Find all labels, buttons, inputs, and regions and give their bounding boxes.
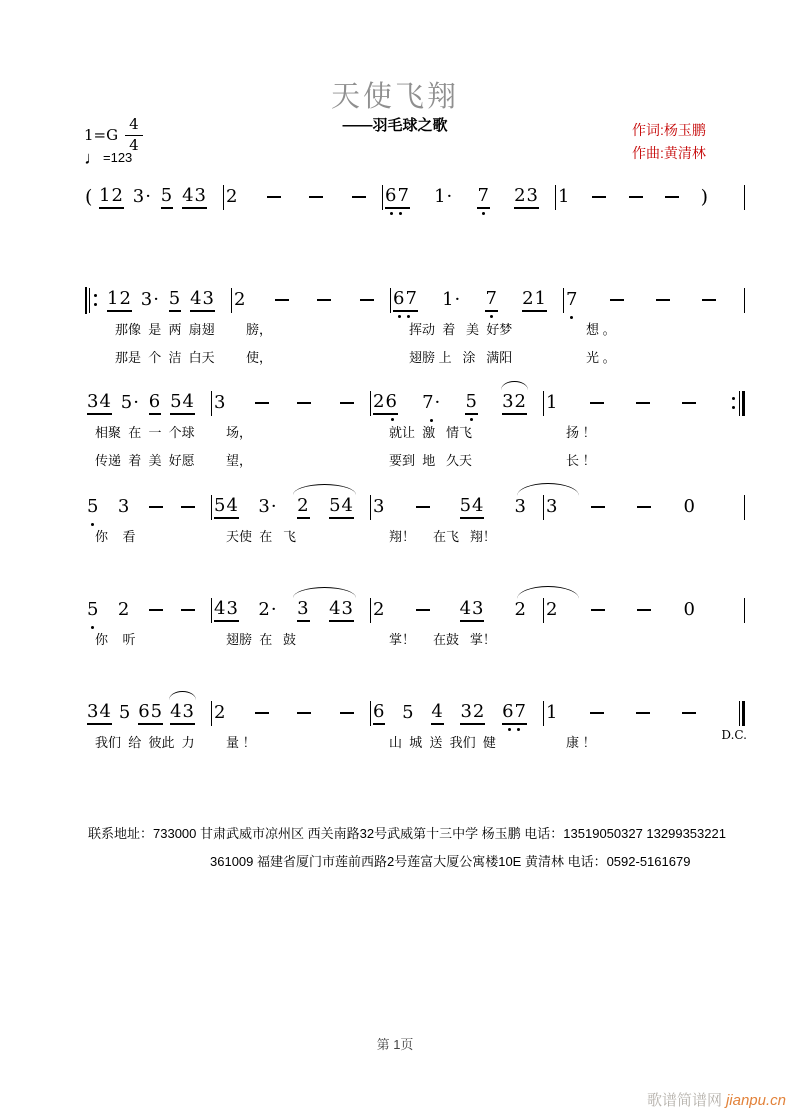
barline	[231, 288, 232, 313]
note: 67	[385, 185, 410, 209]
note: 1·	[442, 289, 462, 310]
duration-dash	[309, 196, 323, 198]
duration-dash	[636, 712, 650, 714]
barline	[223, 185, 224, 210]
lyric-text: 膀，	[246, 322, 273, 337]
lyric-text: 光 。	[586, 350, 616, 365]
barline	[370, 598, 371, 623]
barline	[211, 701, 212, 726]
measure	[212, 696, 370, 730]
barline	[223, 185, 224, 210]
barline	[543, 701, 544, 726]
duration-dash	[591, 506, 605, 508]
lyric-text	[556, 526, 729, 545]
note: 12	[99, 185, 124, 209]
note: 3	[546, 496, 559, 517]
repeat-dot	[94, 303, 97, 306]
note: 54	[329, 495, 354, 519]
barline	[211, 495, 212, 520]
duration-dash	[340, 402, 354, 404]
duration-dash	[255, 712, 269, 714]
measure	[232, 283, 390, 317]
note: 54	[460, 495, 485, 519]
duration-dash	[416, 609, 430, 611]
lyric-text: 场，	[226, 425, 253, 440]
barline	[211, 598, 212, 623]
measure	[556, 180, 724, 214]
bar-thick	[85, 287, 87, 314]
lyric-text: 量 ！	[226, 735, 256, 750]
time-signature-bottom: 4	[129, 135, 139, 154]
lyric-row	[85, 450, 745, 469]
duration-dash	[665, 196, 679, 198]
note: 2	[117, 599, 131, 620]
barline	[211, 391, 212, 416]
barline	[390, 288, 391, 313]
lyric-row	[85, 347, 745, 366]
lyric-text: 你 看	[95, 529, 136, 544]
lyric-text	[556, 629, 729, 648]
note: 5	[465, 391, 477, 415]
page-subtitle: ——羽毛球之歌	[342, 117, 448, 134]
lyric-text: 长 ！	[566, 453, 596, 468]
notation-line	[85, 386, 745, 420]
lyric-text: 天使 在 飞	[226, 529, 297, 544]
repeat-dots	[732, 397, 735, 409]
note: 32	[502, 391, 527, 415]
lyric-text: 你 听	[95, 632, 136, 647]
barline	[370, 598, 371, 623]
note: 3	[373, 496, 386, 517]
note: 21	[522, 288, 547, 312]
note: 2	[546, 599, 559, 620]
note: 32	[460, 701, 485, 725]
lyric-text: 要到 地 久天	[389, 453, 473, 468]
measure	[85, 593, 211, 627]
lyric-indent	[85, 347, 105, 366]
dc-mark: D.C.	[721, 727, 747, 742]
note: 6	[149, 391, 161, 415]
bar-thin	[89, 288, 90, 313]
watermark	[647, 1089, 786, 1110]
measure	[371, 490, 543, 524]
duration-dash	[656, 299, 670, 301]
barline	[382, 185, 383, 210]
note: 54	[170, 391, 195, 415]
note: 5	[87, 599, 100, 620]
barline	[744, 288, 745, 313]
note: 5	[87, 496, 100, 517]
note: 1	[546, 392, 559, 413]
note: 0	[683, 599, 696, 620]
note: 2	[234, 289, 247, 310]
lyric-text: 翅膀 在 鼓	[226, 632, 297, 647]
lyric-text: 那是 个 洁 白天	[115, 350, 215, 365]
note: 43	[182, 185, 207, 209]
note: 7	[485, 288, 497, 312]
key-label: 1=G	[84, 126, 119, 144]
lyric-row	[85, 319, 745, 338]
measure	[97, 180, 223, 214]
barline	[744, 288, 745, 313]
barline	[543, 391, 544, 416]
note: 2·	[258, 599, 278, 620]
note: 3·	[140, 289, 160, 310]
note: 2	[214, 702, 227, 723]
note: 43	[329, 598, 354, 622]
barline	[543, 391, 544, 416]
notation-line	[85, 490, 745, 524]
note: 3	[297, 598, 309, 622]
note: 23	[514, 185, 539, 209]
barline	[370, 391, 371, 416]
measure	[212, 593, 370, 627]
note: 0	[683, 496, 696, 517]
measure	[544, 386, 712, 420]
barline	[211, 391, 212, 416]
page-title: 天使飞翔	[330, 81, 459, 113]
note: 43	[190, 288, 215, 312]
lyricist-credit: 作词:杨玉鹏	[632, 122, 706, 138]
barline	[370, 391, 371, 416]
duration-dash	[610, 299, 624, 301]
note: 3·	[132, 186, 152, 207]
duration-dash	[149, 506, 163, 508]
barline	[744, 598, 745, 623]
barline	[744, 495, 745, 520]
note: 43	[214, 598, 239, 622]
duration-dash	[275, 299, 289, 301]
bar-thin	[739, 391, 740, 416]
duration-dash	[352, 196, 366, 198]
note: 5	[161, 185, 173, 209]
duration-dash	[340, 712, 354, 714]
notation-line	[85, 180, 745, 214]
note: 54	[214, 495, 239, 519]
measure	[85, 386, 211, 420]
note: 5	[169, 288, 181, 312]
barline	[744, 495, 745, 520]
note: 7	[477, 185, 489, 209]
barline	[370, 495, 371, 520]
barline	[543, 701, 544, 726]
close-paren: )	[700, 186, 708, 208]
note: 12	[107, 288, 132, 312]
lyric-text: 我们 给 彼此 力	[95, 735, 195, 750]
barline	[543, 495, 544, 520]
lyric-text: 扬 ！	[566, 425, 596, 440]
duration-dash	[317, 299, 331, 301]
repeat-dot	[732, 406, 735, 409]
lyric-text: 使，	[246, 350, 273, 365]
bar-thick	[742, 701, 745, 726]
note: 67	[502, 701, 527, 725]
barline	[370, 701, 371, 726]
notation-line	[85, 696, 747, 742]
measure	[371, 593, 543, 627]
duration-dash	[181, 609, 195, 611]
note: 5	[402, 702, 415, 723]
lyric-row	[85, 422, 745, 441]
watermark-link[interactable]: jianpu.cn	[725, 1092, 786, 1109]
repeat-dot	[94, 294, 97, 297]
barline	[555, 185, 556, 210]
note: 67	[393, 288, 418, 312]
lyric-row	[85, 629, 745, 648]
notation-line	[85, 283, 745, 317]
lyric-text: 想 。	[586, 322, 616, 337]
lyric-text: 掌！ 在鼓 掌！	[389, 632, 496, 647]
lyric-text: 康 ！	[566, 735, 596, 750]
barline	[555, 185, 556, 210]
note: 3·	[258, 496, 278, 517]
duration-dash	[255, 402, 269, 404]
duration-dash	[637, 609, 651, 611]
measure	[224, 180, 382, 214]
note: 43	[170, 701, 195, 725]
duration-dash	[702, 299, 716, 301]
barline	[382, 185, 383, 210]
note: 1·	[434, 186, 454, 207]
lyric-text: 翔！ 在飞 翔！	[389, 529, 496, 544]
bar-thin	[739, 701, 740, 726]
duration-dash	[629, 196, 643, 198]
duration-dash	[297, 402, 311, 404]
contact-info	[88, 820, 726, 876]
lyric-text: 挥动 着 美 好梦	[409, 322, 513, 337]
barline	[563, 288, 564, 313]
duration-dash	[682, 712, 696, 714]
duration-dash	[181, 506, 195, 508]
note: 2	[297, 495, 309, 519]
measure	[391, 283, 563, 317]
barline	[231, 288, 232, 313]
note: 3	[117, 496, 131, 517]
barline	[744, 185, 745, 210]
repeat-start-barline	[85, 287, 105, 314]
barline	[390, 288, 391, 313]
lyric-text: 那像 是 两 扇翅	[115, 322, 215, 337]
contact-line-2: 361009 福建省厦门市莲前西路2号莲富大厦公寓楼10E 黄清林 电话：0592-5161679	[210, 854, 691, 869]
barline	[543, 495, 544, 520]
note: 2	[373, 599, 386, 620]
note: 2	[514, 599, 527, 620]
duration-dash	[592, 196, 606, 198]
quarter-note-icon: ♩	[84, 147, 102, 168]
lyric-text: 传递 着 美 好愿	[95, 453, 195, 468]
time-signature-top: 4	[125, 116, 143, 135]
note: 4	[431, 701, 443, 725]
duration-dash	[590, 402, 604, 404]
barline	[211, 701, 212, 726]
note: 3	[214, 392, 227, 413]
tempo-value: =123	[103, 150, 133, 165]
duration-dash	[591, 609, 605, 611]
duration-dash	[682, 402, 696, 404]
note: 5·	[120, 392, 140, 413]
page-number: 第 1页	[376, 1037, 414, 1052]
repeat-dot	[732, 397, 735, 400]
duration-dash	[360, 299, 374, 301]
barline	[744, 185, 745, 210]
lyric-text: 相聚 在 一 个球	[95, 425, 195, 440]
lyric-text: 望，	[226, 453, 253, 468]
measure	[85, 696, 211, 730]
duration-dash	[416, 506, 430, 508]
measure	[383, 180, 555, 214]
barline	[744, 598, 745, 623]
lyric-indent	[85, 319, 105, 338]
lyric-row	[85, 732, 745, 751]
barline	[563, 288, 564, 313]
note: 34	[87, 391, 112, 415]
duration-dash	[149, 609, 163, 611]
measure	[371, 696, 543, 730]
note: 3	[514, 496, 527, 517]
repeat-end-barline	[730, 391, 745, 416]
watermark-text: 歌谱简谱网	[646, 1092, 722, 1109]
duration-dash	[636, 402, 650, 404]
open-paren: (	[85, 186, 93, 208]
note: 7·	[422, 392, 442, 413]
final-barline	[721, 701, 747, 742]
barline	[211, 598, 212, 623]
lyric-text: 翅膀 上 涂 满阳	[409, 350, 513, 365]
duration-dash	[267, 196, 281, 198]
note: 1	[558, 186, 571, 207]
duration-dash	[297, 712, 311, 714]
lyric-text: 山 城 送 我们 健	[389, 735, 496, 750]
duration-dash	[590, 712, 604, 714]
note: 2	[226, 186, 239, 207]
barline	[211, 495, 212, 520]
measure	[544, 696, 712, 730]
duration-dash	[637, 506, 651, 508]
barline	[370, 701, 371, 726]
contact-line-1: 联系地址：733000 甘肃武威市凉州区 西关南路32号武威第十三中学 杨玉鹏 电话：13519050327 13299353221	[88, 826, 726, 841]
barline	[543, 598, 544, 623]
measure	[212, 490, 370, 524]
note: 7	[566, 289, 579, 310]
repeat-dots	[94, 294, 97, 306]
note: 34	[87, 701, 112, 725]
barline	[370, 495, 371, 520]
measure	[371, 386, 543, 420]
note: 26	[373, 391, 398, 415]
measure	[564, 283, 732, 317]
measure	[212, 386, 370, 420]
composer-credit: 作曲:黄清林	[632, 145, 706, 161]
lyric-text: 就让 激 情飞	[389, 425, 473, 440]
lyric-row	[85, 526, 745, 545]
barline	[543, 598, 544, 623]
note: 1	[546, 702, 559, 723]
measure	[105, 283, 231, 317]
note: 5	[118, 702, 132, 723]
measure	[85, 490, 211, 524]
notation-line	[85, 593, 745, 627]
note: 6	[373, 701, 385, 725]
note: 65	[138, 701, 163, 725]
bar-thick	[742, 391, 745, 416]
note: 43	[460, 598, 485, 622]
